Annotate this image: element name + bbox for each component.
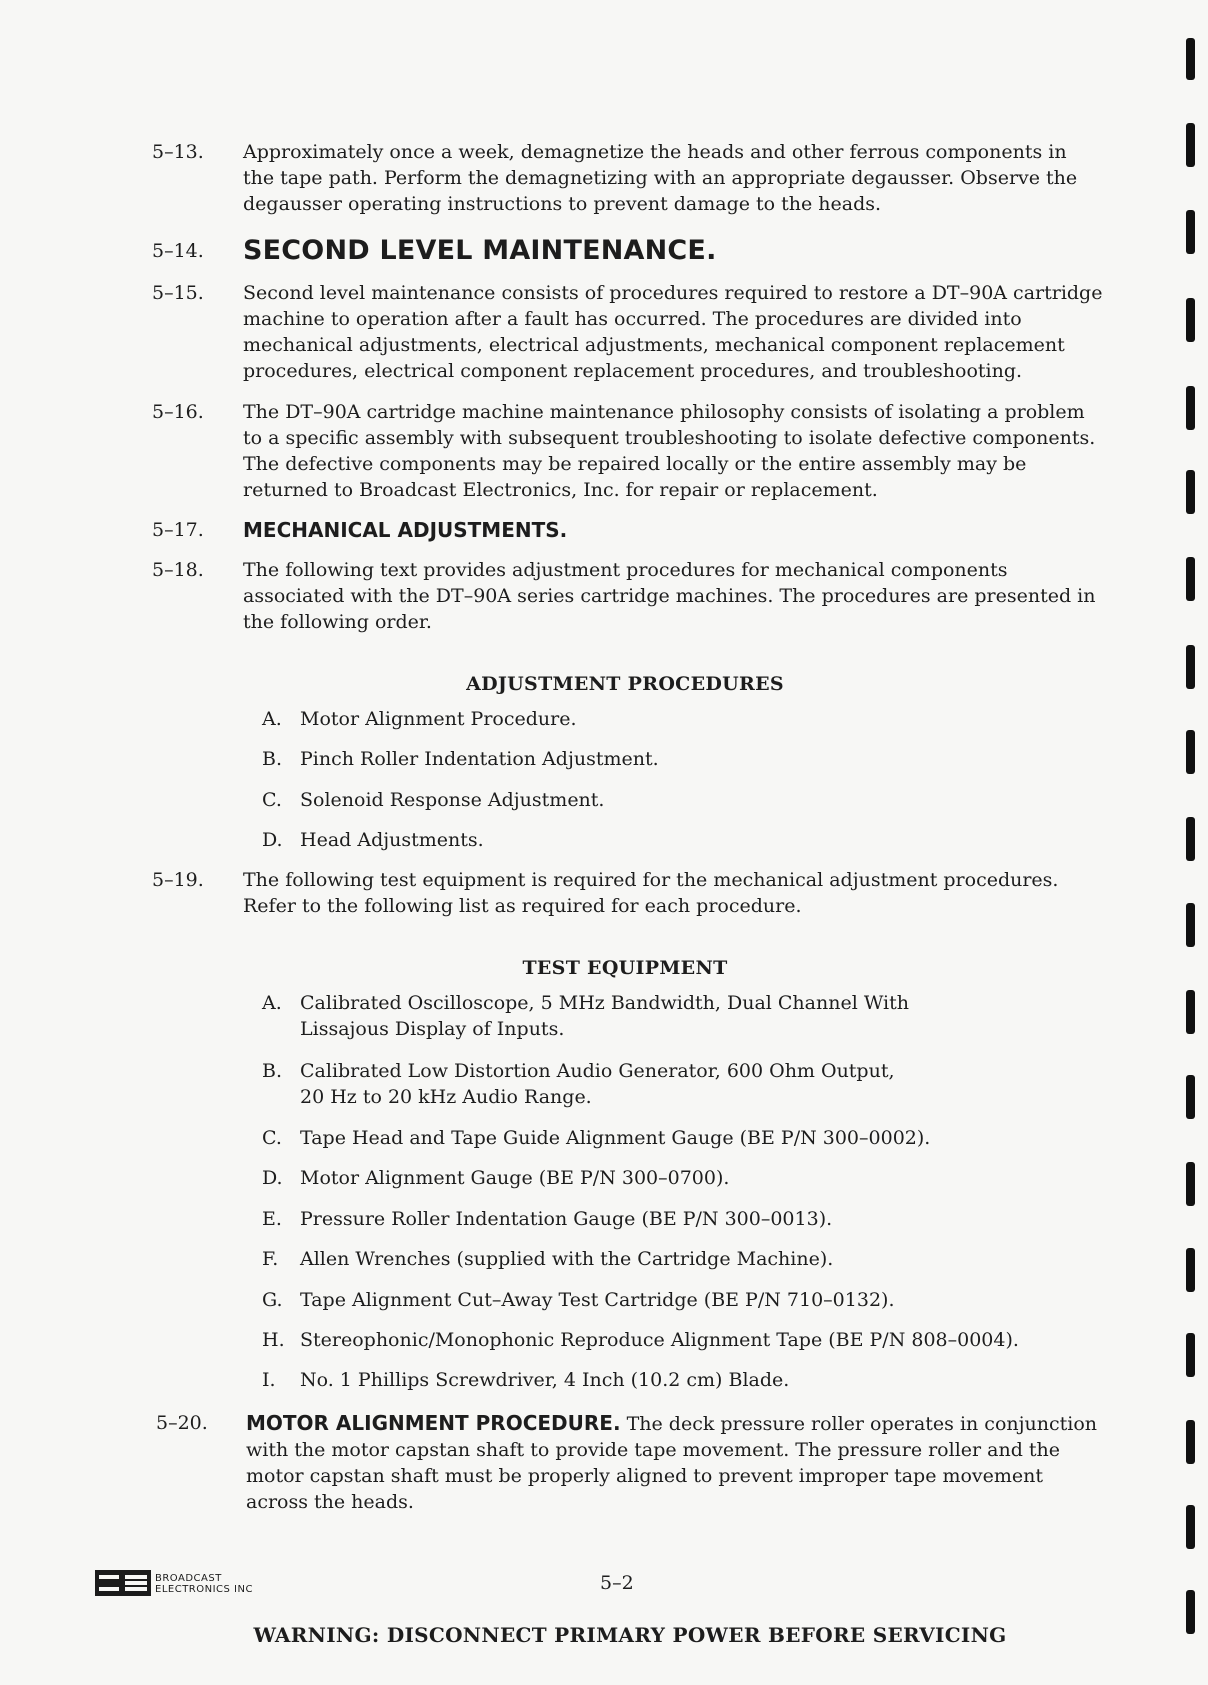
list-text: Head Adjustments. <box>300 829 484 851</box>
list-letter: B. <box>262 1060 283 1082</box>
binding-mark <box>1186 1248 1195 1292</box>
binding-mark <box>1186 210 1195 254</box>
binding-mark <box>1186 817 1195 861</box>
section-heading: SECOND LEVEL MAINTENANCE. <box>243 235 717 266</box>
paragraph-number: 5–15. <box>152 282 204 304</box>
list-text: Tape Alignment Cut–Away Test Cartridge (BE P/N 710–0132). <box>300 1289 895 1311</box>
list-text: Motor Alignment Gauge (BE P/N 300–0700). <box>300 1167 730 1189</box>
list-text: No. 1 Phillips Screwdriver, 4 Inch (10.2 cm) Blade. <box>300 1369 790 1391</box>
paragraph-number: 5–16. <box>152 401 204 423</box>
list-letter: D. <box>262 1167 283 1189</box>
binding-mark <box>1186 1333 1195 1377</box>
inline-heading: MOTOR ALIGNMENT PROCEDURE. <box>246 1411 621 1435</box>
warning-banner: WARNING: DISCONNECT PRIMARY POWER BEFORE SERVICING <box>253 1623 1007 1647</box>
paragraph-number: 5–13. <box>152 141 204 163</box>
list-letter: C. <box>262 1127 282 1149</box>
paragraph-number: 5–18. <box>152 559 204 581</box>
paragraph-text <box>246 1410 1108 1515</box>
company-logo <box>95 1570 285 1600</box>
be-logo-icon <box>95 1570 151 1596</box>
list-text: Allen Wrenches (supplied with the Cartridge Machine). <box>300 1248 834 1270</box>
list-letter: C. <box>262 789 282 811</box>
paragraph-number: 5–17. <box>152 519 204 541</box>
list-text: Motor Alignment Procedure. <box>300 708 577 730</box>
paragraph-number: 5–20. <box>156 1412 208 1434</box>
logo-line-1: BROADCAST <box>155 1573 222 1584</box>
adjustment-procedures-title: ADJUSTMENT PROCEDURES <box>466 673 784 695</box>
binding-mark <box>1186 1075 1195 1119</box>
list-letter: H. <box>262 1329 285 1351</box>
list-text: Solenoid Response Adjustment. <box>300 789 605 811</box>
paragraph-body: The deck pressure roller operates in conjunction with the motor capstan shaft to provide tape movement. The pressure roller and the motor capstan shaft must be properly aligned to prevent improper tape movement across the heads. <box>246 1413 1098 1513</box>
binding-mark <box>1186 1505 1195 1549</box>
page-number: 5–2 <box>600 1572 634 1594</box>
binding-mark <box>1186 1590 1195 1634</box>
section-heading: MECHANICAL ADJUSTMENTS. <box>243 518 568 542</box>
binding-mark <box>1186 990 1195 1034</box>
binding-mark <box>1186 557 1195 601</box>
binding-mark <box>1186 730 1195 774</box>
list-letter: A. <box>262 992 282 1014</box>
paragraph-text: Approximately once a week, demagnetize the heads and other ferrous components in the tape path. Perform the demagnetizing with an appropriate degausser. Observe the degausser operating instructions to prevent damage to the heads. <box>243 141 1078 215</box>
paragraph-text: The DT–90A cartridge machine maintenance philosophy consists of isolating a problem to a specific assembly with subsequent troubleshooting to isolate defective components. The defective components may be repaired locally or the entire assembly may be returned to Broadcast Electronics, Inc. for repair or replacement. <box>243 401 1096 501</box>
paragraph-number: 5–14. <box>152 240 204 262</box>
list-letter: F. <box>262 1248 279 1270</box>
binding-mark <box>1186 38 1195 80</box>
binding-mark <box>1186 903 1195 947</box>
test-equipment-title: TEST EQUIPMENT <box>522 957 728 979</box>
binding-mark <box>1186 1162 1195 1206</box>
paragraph-text: Second level maintenance consists of procedures required to restore a DT–90A cartridge machine to operation after a fault has occurred. The procedures are divided into mechanical adjustments, electrical adjustments, mechanical component replacement procedures, electrical component replacement procedures, and troubleshooting. <box>243 282 1103 382</box>
paragraph-text: The following test equipment is required for the mechanical adjustment procedures. Refer to the following list as required for each procedure. <box>243 869 1059 917</box>
list-text: Calibrated Oscilloscope, 5 MHz Bandwidth, Dual Channel With Lissajous Display of Inputs. <box>300 992 909 1040</box>
binding-mark <box>1186 123 1195 167</box>
binding-mark <box>1186 298 1195 342</box>
list-letter: E. <box>262 1208 282 1230</box>
list-letter: A. <box>262 708 282 730</box>
binding-mark <box>1186 470 1195 514</box>
list-text: Tape Head and Tape Guide Alignment Gauge (BE P/N 300–0002). <box>300 1127 931 1149</box>
logo-mark: BE <box>123 1588 125 1589</box>
list-text: Stereophonic/Monophonic Reproduce Alignment Tape (BE P/N 808–0004). <box>300 1329 1019 1351</box>
binding-mark <box>1186 645 1195 689</box>
list-text: Calibrated Low Distortion Audio Generator, 600 Ohm Output, 20 Hz to 20 kHz Audio Range. <box>300 1060 895 1108</box>
list-letter: I. <box>262 1369 276 1391</box>
list-letter: B. <box>262 748 283 770</box>
paragraph-number: 5–19. <box>152 869 204 891</box>
list-letter: D. <box>262 829 283 851</box>
logo-wordmark <box>155 1573 253 1595</box>
list-text: Pressure Roller Indentation Gauge (BE P/N 300–0013). <box>300 1208 833 1230</box>
list-text: Pinch Roller Indentation Adjustment. <box>300 748 659 770</box>
binding-mark <box>1186 386 1195 430</box>
logo-line-2: ELECTRONICS INC <box>155 1584 253 1595</box>
binding-mark <box>1186 1420 1195 1464</box>
list-letter: G. <box>262 1289 283 1311</box>
paragraph-text: The following text provides adjustment procedures for mechanical components associated with the DT–90A series cartridge machines. The procedures are presented in the following order. <box>243 559 1096 633</box>
